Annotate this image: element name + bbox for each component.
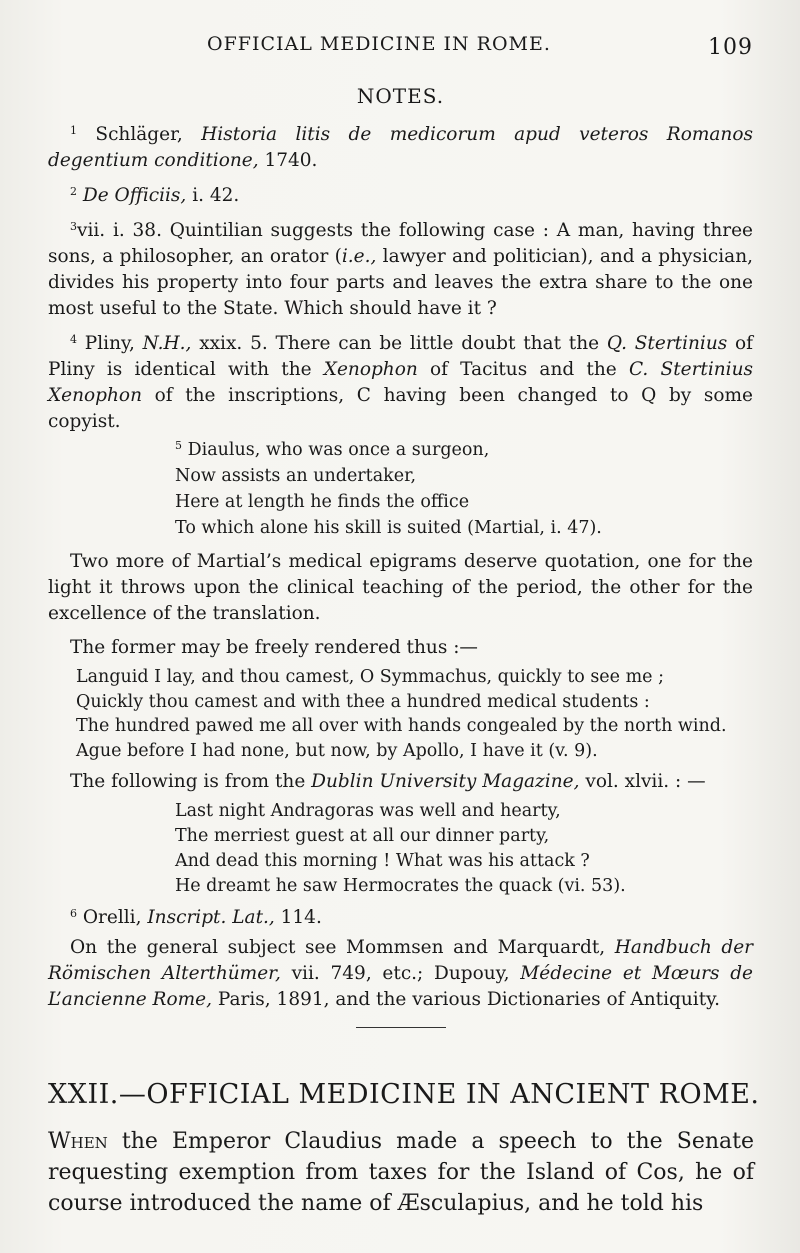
chapter-lead-word: When <box>48 1129 108 1154</box>
footnote-number: 3 <box>70 220 77 233</box>
footnote-2: $^2$ De Officiis, i. 42. <box>70 185 240 206</box>
verse-line: Ague before I had none, but now, by Apollo, I have it (v. 9). <box>76 740 598 761</box>
chapter-title: XXII.—OFFICIAL MEDICINE IN ANCIENT ROME. <box>48 1079 760 1110</box>
page-number: 109 <box>708 35 753 60</box>
verse-line: $^5$ Diaulus, who was once a surgeon, <box>175 439 490 460</box>
verse-line: He dreamt he saw Hermocrates the quack (vi. 53). <box>175 876 626 896</box>
footnote-number: 2 <box>70 185 77 198</box>
verse-line: Languid I lay, and thou camest, O Symmachus, quickly to see me ; <box>76 667 664 687</box>
verse-line: Quickly thou camest and with thee a hundred medical students : <box>76 691 650 712</box>
verse-former <box>76 665 753 763</box>
footnote-number: 6 <box>70 907 77 920</box>
verse-line: The merriest guest at all our dinner party, <box>175 826 550 846</box>
paragraph-general-subject: On the general subject see Mommsen and Marquardt, Handbuch der Römischen Alterthümer, vii. 749, etc.; Dupouy, Médecine et Mœurs de L’ancienne Rome, Paris, 1891, and the various Dictionaries of Antiquity. <box>48 937 754 1010</box>
chapter-opening-paragraph: When the Emperor Claudius made a speech to the Senate requesting exemption from taxes for the Island of Cos, he of course introduced the name of Æsculapius, and he told his <box>48 1129 754 1216</box>
notes-heading: NOTES. <box>356 84 445 108</box>
footnote-number: 1 <box>70 124 77 137</box>
verse-following <box>175 799 753 899</box>
chapter-body <box>48 1126 754 1219</box>
verse-line: Now assists an undertaker, <box>175 466 417 486</box>
footnote-5-verse <box>175 437 753 541</box>
verse-line: And dead this morning ! What was his attack ? <box>175 851 590 871</box>
notes-section <box>48 84 753 1021</box>
verse-line: The hundred pawed me all over with hands congealed by the north wind. <box>76 716 727 736</box>
section-divider <box>356 1027 446 1028</box>
footnote-1: $^1$ Schläger, Historia litis de medicorum apud veteros Romanos degentium conditione, 1740. <box>48 124 753 171</box>
verse-line: To which alone his skill is suited (Martial, i. 47). <box>175 518 602 538</box>
paragraph-epigrams: Two more of Martial’s medical epigrams deserve quotation, one for the light it throws upon the clinical teaching of the period, the other for the excellence of the translation. <box>48 551 753 624</box>
footnote-6: $^6$ Orelli, Inscript. Lat., 114. <box>70 907 322 928</box>
footnote-number: 4 <box>70 333 77 346</box>
footnote-3: $^3$vii. i. 38. Quintilian suggests the following case : A man, having three sons, a philosopher, an orator (i.e., lawyer and politician), and a physician, divides his property into four parts and leaves the extra share to the one most useful to the State. Which should have it ? <box>48 220 754 319</box>
paragraph-following: The following is from the Dublin University Magazine, vol. xlvii. : — <box>70 771 706 792</box>
verse-line: Here at length he finds the office <box>175 492 470 512</box>
footnote-number: 5 <box>175 439 182 452</box>
verse-line: Last night Andragoras was well and hearty, <box>175 801 561 821</box>
footnote-4: $^4$ Pliny, N.H., xxix. 5. There can be little doubt that the Q. Stertinius of Pliny is identical with the Xenophon of Tacitus and the C. Stertinius Xenophon of the inscriptions, C having been changed to Q by some copyist. <box>48 333 754 432</box>
running-title: OFFICIAL MEDICINE IN ROME. <box>207 33 551 55</box>
paragraph-former: The former may be freely rendered thus :— <box>70 637 478 658</box>
